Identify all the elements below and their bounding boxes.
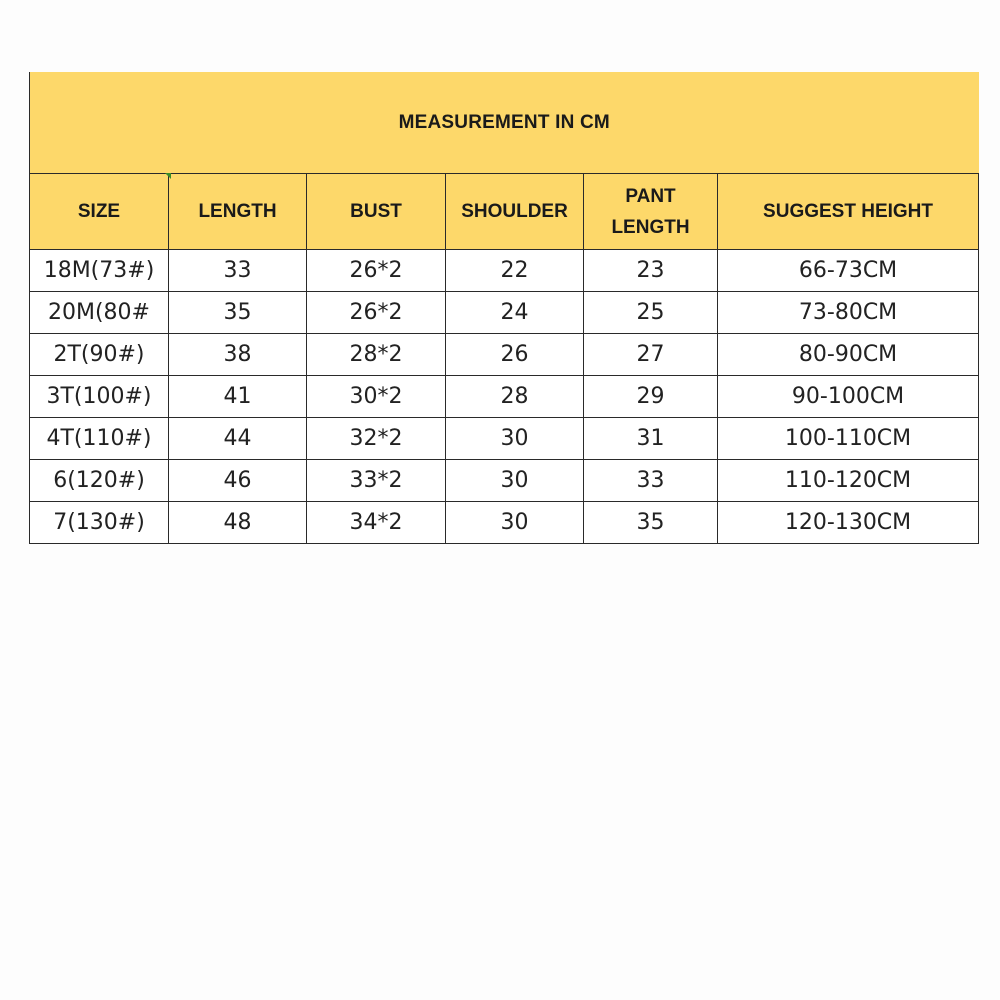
cell-size: 7(130#) — [30, 502, 169, 544]
table-row — [30, 292, 979, 334]
cell-shoulder: 28 — [446, 376, 584, 418]
cell-size: 2T(90#) — [30, 334, 169, 376]
cell-length: 33 — [169, 250, 307, 292]
cell-pant-length: 23 — [584, 250, 718, 292]
cell-pant-length: 29 — [584, 376, 718, 418]
table-row — [30, 334, 979, 376]
cell-suggest-height: 120-130CM — [718, 502, 979, 544]
cell-length: 46 — [169, 460, 307, 502]
header-shoulder: SHOULDER — [446, 174, 584, 250]
header-suggest-height: SUGGEST HEIGHT — [718, 174, 979, 250]
table-row — [30, 502, 979, 544]
header-row — [30, 174, 979, 250]
cell-pant-length: 25 — [584, 292, 718, 334]
cell-shoulder: 30 — [446, 418, 584, 460]
cell-bust: 26*2 — [307, 250, 446, 292]
cell-shoulder: 30 — [446, 502, 584, 544]
cell-size: 6(120#) — [30, 460, 169, 502]
table-title: MEASUREMENT IN CM — [30, 72, 979, 174]
cell-suggest-height: 73-80CM — [718, 292, 979, 334]
cell-suggest-height: 90-100CM — [718, 376, 979, 418]
cell-suggest-height: 100-110CM — [718, 418, 979, 460]
cell-suggest-height: 66-73CM — [718, 250, 979, 292]
table-row — [30, 460, 979, 502]
cell-shoulder: 26 — [446, 334, 584, 376]
cell-size: 18M(73#) — [30, 250, 169, 292]
cell-pant-length: 35 — [584, 502, 718, 544]
cell-length: 38 — [169, 334, 307, 376]
cell-corner-marker — [165, 173, 171, 179]
cell-size: 4T(110#) — [30, 418, 169, 460]
table-row — [30, 250, 979, 292]
cell-bust: 34*2 — [307, 502, 446, 544]
cell-length: 35 — [169, 292, 307, 334]
header-size: SIZE — [30, 174, 169, 250]
cell-shoulder: 24 — [446, 292, 584, 334]
cell-shoulder: 22 — [446, 250, 584, 292]
cell-shoulder: 30 — [446, 460, 584, 502]
table-row — [30, 376, 979, 418]
cell-suggest-height: 80-90CM — [718, 334, 979, 376]
cell-bust: 28*2 — [307, 334, 446, 376]
cell-bust: 30*2 — [307, 376, 446, 418]
cell-bust: 32*2 — [307, 418, 446, 460]
cell-pant-length: 33 — [584, 460, 718, 502]
title-row — [30, 72, 979, 174]
cell-pant-length: 27 — [584, 334, 718, 376]
cell-size: 20M(80# — [30, 292, 169, 334]
size-chart-table — [29, 72, 979, 544]
cell-length: 44 — [169, 418, 307, 460]
cell-length: 41 — [169, 376, 307, 418]
header-bust: BUST — [307, 174, 446, 250]
table-row — [30, 418, 979, 460]
cell-length: 48 — [169, 502, 307, 544]
cell-bust: 33*2 — [307, 460, 446, 502]
cell-pant-length: 31 — [584, 418, 718, 460]
header-pant-length: PANT LENGTH — [584, 174, 718, 250]
cell-size: 3T(100#) — [30, 376, 169, 418]
cell-bust: 26*2 — [307, 292, 446, 334]
header-length: LENGTH — [169, 174, 307, 250]
cell-suggest-height: 110-120CM — [718, 460, 979, 502]
